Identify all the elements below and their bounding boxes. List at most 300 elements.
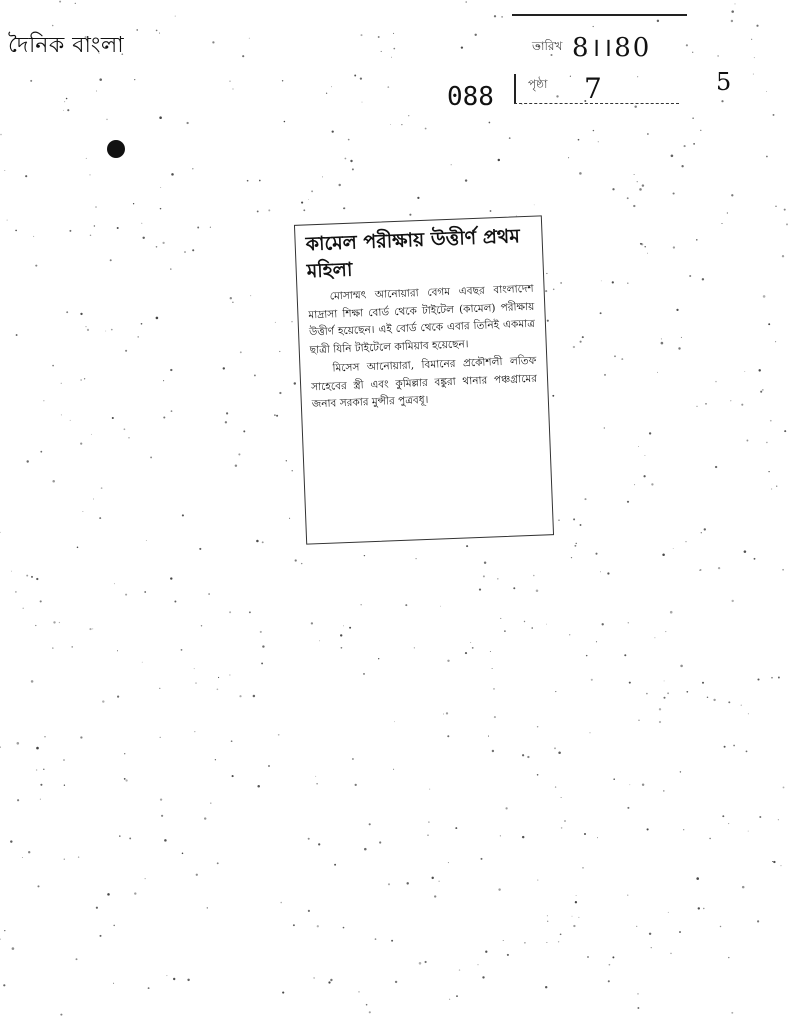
speckle (124, 778, 126, 780)
speckle (199, 548, 201, 550)
speckle (12, 947, 15, 950)
speckle (707, 697, 708, 698)
speckle (101, 487, 103, 489)
speckle (417, 197, 419, 199)
speckle (741, 404, 743, 406)
speckle (662, 554, 665, 557)
speckle (25, 175, 27, 177)
speckle (782, 255, 784, 257)
speckle (186, 122, 188, 124)
speckle (4, 170, 5, 171)
speckle (330, 979, 332, 981)
speckle (624, 654, 626, 656)
speckle (561, 827, 563, 829)
speckle (684, 145, 686, 147)
speckle (728, 957, 729, 958)
speckle (82, 511, 83, 512)
speckle (628, 622, 629, 623)
speckle (537, 774, 539, 776)
page-number: 088 (447, 82, 494, 112)
speckle (733, 745, 735, 747)
speckle (465, 179, 467, 181)
speckle (124, 753, 125, 754)
speckle (470, 642, 471, 643)
speckle (659, 721, 661, 723)
speckle (141, 323, 143, 325)
speckle (479, 589, 481, 591)
speckle (52, 25, 54, 27)
speckle (700, 130, 701, 131)
speckle (703, 908, 704, 909)
speckle (22, 857, 23, 858)
speckle (633, 205, 635, 207)
speckle (0, 532, 1, 533)
speckle (215, 759, 216, 760)
speckle (4, 930, 5, 931)
speckle (448, 862, 449, 863)
speckle (627, 807, 629, 809)
speckle (204, 817, 206, 819)
speckle (644, 455, 645, 456)
speckle (673, 548, 674, 549)
speckle (326, 93, 327, 94)
speckle (560, 282, 561, 283)
speckle (136, 29, 137, 30)
speckle (160, 737, 161, 738)
speckle (757, 920, 759, 922)
speckle (731, 10, 734, 13)
speckle (500, 618, 501, 619)
speckle (504, 630, 506, 632)
speckle (642, 784, 644, 786)
speckle (181, 649, 183, 651)
speckle (77, 547, 79, 549)
speckle (239, 695, 241, 697)
speckle (571, 557, 572, 558)
speckle (160, 798, 162, 800)
speckle (573, 346, 575, 348)
speckle (160, 187, 161, 188)
speckle (134, 79, 135, 80)
speckle (349, 627, 351, 629)
speckle (685, 541, 686, 542)
speckle (196, 874, 198, 876)
speckle (604, 374, 606, 376)
speckle (614, 355, 616, 357)
speckle (187, 979, 189, 981)
speckle (247, 180, 249, 182)
speckle (678, 347, 680, 349)
speckle (573, 518, 575, 520)
speckle (33, 236, 34, 237)
speckle (171, 173, 174, 176)
speckle (308, 199, 309, 200)
speckle (366, 1004, 368, 1006)
speckle (286, 460, 287, 461)
speckle (636, 926, 637, 927)
speckle (601, 280, 602, 281)
speckle (156, 246, 158, 248)
speckle (627, 282, 628, 283)
speckle (786, 223, 788, 225)
speckle (175, 16, 176, 17)
speckle (125, 594, 127, 596)
speckle (319, 640, 320, 641)
speckle (768, 471, 769, 472)
speckle (613, 778, 615, 780)
speckle (456, 995, 458, 997)
speckle (709, 838, 710, 839)
speckle (545, 986, 547, 988)
speckle (340, 634, 342, 636)
speckle (64, 859, 65, 860)
speckle (447, 735, 449, 737)
speckle (15, 591, 17, 593)
speckle (282, 992, 284, 994)
speckle (195, 683, 196, 684)
speckle (494, 15, 496, 17)
speckle (61, 414, 62, 415)
speckle (461, 46, 463, 48)
speckle (358, 991, 359, 992)
speckle (731, 1012, 733, 1014)
speckle (30, 80, 32, 82)
speckle (260, 631, 262, 633)
speckle (634, 105, 636, 107)
speckle (546, 942, 547, 943)
newspaper-clipping (294, 215, 554, 544)
speckle (293, 924, 295, 926)
speckle (381, 51, 382, 52)
speckle (43, 769, 44, 770)
speckle (704, 528, 706, 530)
speckle (52, 647, 54, 649)
speckle (438, 881, 439, 882)
speckle (509, 137, 511, 139)
speckle (568, 157, 569, 158)
speckle (163, 380, 164, 381)
speckle (446, 712, 448, 714)
speckle (647, 828, 649, 830)
speckle (170, 268, 171, 269)
speckle (142, 237, 144, 239)
speckle (262, 541, 264, 543)
speckle (531, 627, 533, 629)
speckle (488, 736, 489, 737)
speckle (406, 882, 408, 884)
speckle (607, 572, 609, 574)
speckle (640, 243, 642, 245)
speckle (415, 558, 416, 559)
speckle (783, 786, 785, 788)
speckle (493, 688, 495, 690)
speckle (546, 273, 547, 274)
speckle (393, 48, 395, 50)
speckle (475, 34, 477, 36)
speckle (425, 961, 427, 963)
speckle (95, 206, 97, 208)
speckle (701, 532, 702, 533)
speckle (278, 734, 280, 736)
speckle (284, 121, 286, 123)
speckle (443, 713, 444, 714)
speckle (580, 341, 582, 343)
ink-dot (107, 140, 125, 158)
speckle (63, 759, 65, 761)
speckle (94, 225, 95, 226)
speckle (11, 571, 12, 572)
speckle (90, 235, 91, 236)
speckle (776, 486, 777, 487)
speckle (71, 646, 73, 648)
speckle (343, 927, 345, 929)
speckle (753, 74, 754, 75)
speckle (580, 524, 582, 526)
speckle (31, 576, 33, 578)
speckle (637, 181, 638, 182)
speckle (352, 168, 354, 170)
speckle (345, 158, 347, 160)
speckle (484, 561, 486, 563)
speckle (313, 977, 314, 978)
speckle (164, 839, 167, 842)
speckle (111, 329, 113, 331)
speckle (782, 569, 784, 571)
speckle (643, 475, 645, 477)
speckle (627, 895, 628, 896)
speckle (391, 57, 392, 58)
speckle (0, 939, 1, 940)
speckle (40, 799, 41, 800)
speckle (553, 289, 555, 291)
speckle (393, 769, 394, 770)
speckle (497, 578, 499, 580)
speckle (354, 75, 356, 77)
speckle (730, 400, 731, 401)
speckle (292, 470, 293, 471)
speckle (322, 176, 323, 177)
speckle (59, 622, 60, 623)
speckle (99, 517, 101, 519)
date-stamp-box (512, 14, 687, 104)
speckle (589, 732, 590, 733)
speckle (257, 210, 259, 212)
speckle (492, 750, 494, 752)
speckle (133, 203, 134, 204)
speckle (596, 641, 597, 642)
speckle (501, 16, 503, 18)
speckle (31, 680, 34, 683)
speckle (647, 253, 648, 254)
speckle (276, 415, 278, 417)
speckle (770, 420, 772, 422)
speckle (218, 677, 219, 678)
speckle (105, 331, 106, 332)
newspaper-name: দৈনিক বাংলা (8, 33, 125, 58)
speckle (555, 786, 556, 787)
speckle (301, 202, 303, 204)
speckle (663, 697, 665, 699)
speckle (778, 819, 779, 820)
speckle (612, 281, 614, 283)
speckle (112, 417, 114, 419)
speckle (107, 893, 110, 896)
speckle (182, 853, 184, 855)
speckle (352, 758, 354, 760)
speckle (253, 695, 256, 698)
speckle (395, 981, 397, 983)
speckle (637, 1007, 639, 1009)
speckle (89, 174, 90, 175)
speckle (429, 789, 430, 790)
speckle (35, 625, 36, 626)
speckle (231, 740, 233, 742)
speckle (355, 784, 357, 786)
handwritten-mark: 5 (716, 68, 732, 96)
speckle (173, 978, 175, 980)
speckle (170, 577, 172, 579)
speckle (217, 688, 219, 690)
stamp-top-line (512, 14, 687, 16)
speckle (99, 935, 101, 937)
speckle (414, 647, 415, 648)
speckle (773, 114, 775, 116)
speckle (87, 329, 89, 331)
speckle (217, 862, 219, 864)
speckle (670, 953, 672, 955)
speckle (490, 651, 491, 652)
speckle (425, 128, 427, 130)
speckle (718, 567, 720, 569)
speckle (561, 797, 562, 798)
speckle (649, 933, 651, 935)
speckle (197, 227, 199, 229)
speckle (162, 242, 164, 244)
speckle (91, 434, 92, 435)
speckle (522, 754, 524, 756)
speckle (210, 227, 211, 228)
speckle (128, 437, 130, 439)
speckle (238, 453, 240, 455)
speckle (142, 662, 143, 663)
speckle (208, 593, 210, 595)
speckle (756, 25, 758, 27)
speckle (600, 312, 602, 314)
speckle (52, 480, 55, 483)
speckle (391, 940, 393, 942)
speckle (303, 209, 305, 211)
speckle (728, 701, 730, 703)
speckle (291, 321, 293, 323)
speckle (593, 130, 594, 131)
speckle (741, 705, 742, 706)
speckle (328, 981, 330, 983)
speckle (279, 351, 280, 352)
speckle (715, 466, 717, 468)
speckle (64, 785, 65, 786)
speckle (129, 837, 131, 839)
speckle (390, 124, 391, 125)
speckle (212, 41, 214, 43)
speckle (582, 336, 584, 338)
speckle (547, 320, 549, 322)
speckle (419, 962, 422, 965)
clipping-headline: কামেল পরীক্ষায় উত্তীর্ণ প্রথম মহিলা (305, 225, 521, 283)
speckle (364, 555, 365, 556)
speckle (316, 783, 317, 784)
speckle (715, 381, 716, 382)
speckle (696, 239, 697, 240)
speckle (667, 692, 669, 694)
speckle (369, 823, 371, 825)
speckle (170, 369, 172, 371)
speckle (612, 956, 614, 958)
speckle (728, 823, 729, 824)
speckle (449, 999, 450, 1000)
speckle (80, 443, 82, 445)
speckle (727, 212, 728, 213)
speckle (159, 688, 160, 689)
speckle (595, 553, 597, 555)
speckle (184, 251, 186, 253)
speckle (537, 726, 538, 727)
speckle (507, 954, 509, 956)
speckle (651, 483, 653, 485)
speckle (569, 634, 570, 635)
speckle (680, 771, 681, 772)
speckle (536, 589, 539, 592)
speckle (44, 736, 45, 737)
speckle (348, 139, 350, 141)
speckle (308, 838, 310, 840)
speckle (490, 210, 492, 212)
speckle (150, 456, 152, 458)
speckle (17, 742, 20, 745)
speckle (612, 188, 614, 190)
speckle (584, 833, 586, 835)
speckle (334, 864, 336, 866)
speckle (699, 570, 700, 571)
speckle (744, 550, 747, 553)
speckle (240, 351, 242, 353)
speckle (576, 895, 577, 896)
speckle (268, 765, 270, 767)
speckle (80, 736, 82, 738)
speckle (301, 563, 302, 564)
speckle (759, 816, 761, 818)
speckle (609, 964, 611, 966)
speckle (661, 342, 664, 345)
speckle (192, 168, 193, 169)
page-label: পৃষ্ঠা (528, 77, 548, 91)
speckle (60, 1014, 62, 1016)
speckle (621, 358, 623, 360)
speckle (375, 938, 377, 940)
speckle (379, 841, 381, 843)
speckle (746, 751, 748, 753)
speckle (665, 631, 666, 632)
speckle (311, 622, 313, 624)
speckle (113, 983, 114, 984)
speckle (93, 499, 94, 500)
speckle (639, 188, 642, 191)
speckle (459, 969, 460, 970)
speckle (332, 130, 334, 132)
speckle (378, 658, 379, 659)
speckle (36, 769, 37, 770)
speckle (343, 625, 344, 626)
speckle (113, 925, 115, 927)
